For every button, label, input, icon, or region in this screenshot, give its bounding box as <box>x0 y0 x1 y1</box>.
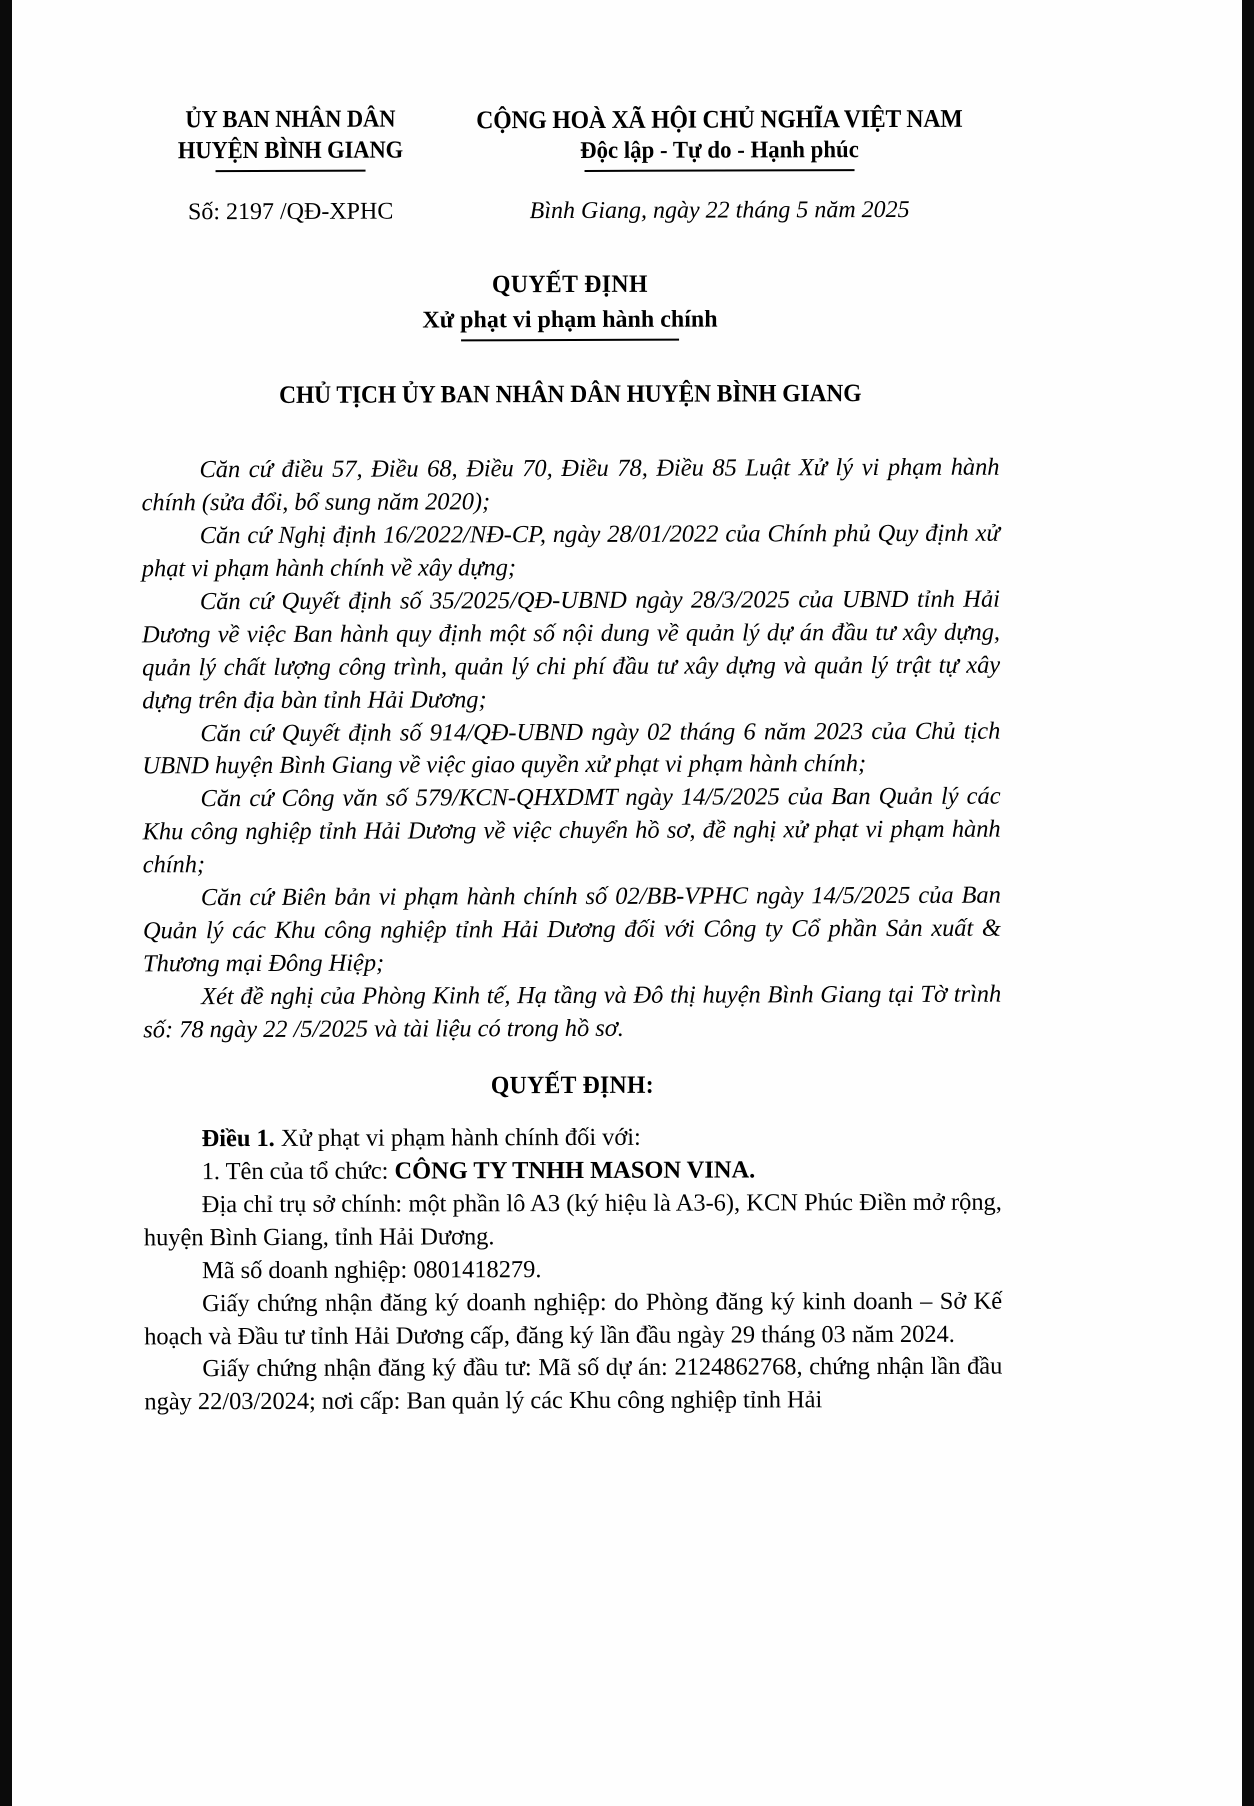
document-title: QUYẾT ĐỊNH <box>491 271 648 299</box>
organization-underline <box>216 169 366 171</box>
nation-line: CỘNG HOÀ XÃ HỘI CHỦ NGHĨA VIỆT NAM <box>476 103 963 135</box>
national-heading <box>440 103 998 173</box>
document-header <box>140 0 999 174</box>
document-content <box>140 0 1002 1420</box>
org-line-2: HUYỆN BÌNH GIANG <box>177 136 404 165</box>
page-edge-left <box>0 0 12 1806</box>
basis-paragraph: Căn cứ Nghị định 16/2022/NĐ-CP, ngày 28/01/2022 của Chính phủ Quy định xử phạt vi phạm hành chính về xây dựng; <box>141 519 1000 583</box>
basis-paragraph: Xét đề nghị của Phòng Kinh tế, Hạ tầng và Đô thị huyện Bình Giang tại Tờ trình số: 78 ngày 22 /5/2025 và tài liệu có trong hồ sơ. <box>143 980 1002 1044</box>
organization-name-line <box>144 1153 1002 1189</box>
investment-registration-certificate: Giấy chứng nhận đăng ký đầu tư: Mã số dự án: 2124862768, chứng nhận lần đầu ngày 22/03/2024; nơi cấp: Ban quản lý các Khu công nghiệp tỉnh Hải <box>144 1353 1003 1416</box>
motto-line: Độc lập - Tự do - Hạnh phúc <box>580 137 859 165</box>
subtitle-underline <box>461 339 679 342</box>
document-number: Số: 2197 /QĐ-XPHC <box>187 198 394 226</box>
organization-name: CÔNG TY TNHH MASON VINA. <box>394 1156 756 1185</box>
basis-paragraph: Căn cứ Quyết định số 914/QĐ-UBND ngày 02 tháng 6 năm 2023 của Chủ tịch UBND huyện Bình Giang về việc giao quyền xử phạt vi phạm hành chính; <box>142 717 1001 780</box>
document-title-block <box>141 268 999 342</box>
business-registration-certificate: Giấy chứng nhận đăng ký doanh nghiệp: do Phòng đăng ký kinh doanh – Sở Kế hoạch và Đầu tư tỉnh Hải Dương cấp, đăng ký lần đầu ngày 29 tháng 03 năm 2024. <box>144 1287 1003 1350</box>
motto-underline <box>585 169 855 172</box>
article-1-lead-text: Xử phạt vi phạm hành chính đối với: <box>274 1123 641 1152</box>
basis-paragraph: Căn cứ Biên bản vi phạm hành chính số 02/BB-VPHC ngày 14/5/2025 của Ban Quản lý các Khu công nghiệp tỉnh Hải Dương đối với Công ty Cổ phần Sản xuất & Thương mại Đông Hiệp; <box>142 881 1001 978</box>
legal-basis-block <box>141 452 1001 1048</box>
organization-tax-code: Mã số doanh nghiệp: 0801418279. <box>201 1255 542 1284</box>
issuing-authority: CHỦ TỊCH ỦY BAN NHÂN DÂN HUYỆN BÌNH GIANG <box>279 380 862 409</box>
decide-heading: QUYẾT ĐỊNH: <box>490 1071 654 1100</box>
place-and-date: Bình Giang, ngày 22 tháng 5 năm 2025 <box>529 197 910 225</box>
basis-paragraph: Căn cứ Công văn số 579/KCN-QHXDMT ngày 14/5/2025 của Ban Quản lý các Khu công nghiệp tỉnh Hải Dương về việc chuyển hồ sơ, đề nghị xử phạt vi phạm hành chính; <box>142 783 1001 879</box>
document-page <box>12 0 1242 1806</box>
organization-address: Địa chỉ trụ sở chính: một phần lô A3 (ký hiệu là A3-6), KCN Phúc Điền mở rộng, huyện Bình Giang, tỉnh Hải Dương. <box>143 1188 1002 1252</box>
article-1-lead <box>144 1121 1002 1157</box>
number-and-date-row <box>141 197 999 227</box>
org-line-1: ỦY BAN NHÂN DÂN <box>185 105 396 134</box>
basis-paragraph: Căn cứ Quyết định số 35/2025/QĐ-UBND ngày 28/3/2025 của UBND tỉnh Hải Dương về việc Ban hành quy định một số nội dung về quản lý dự án đầu tư xây dựng, quản lý chất lượng công trình, quản lý chi phí đầu tư xây dựng và quản lý trật tự xây dựng trên địa bàn tỉnh Hải Dương; <box>141 585 1001 714</box>
issuing-organization <box>140 104 440 172</box>
page-edge-right <box>1242 0 1254 1806</box>
article-1-label: Điều 1. <box>201 1124 275 1153</box>
document-subtitle: Xử phạt vi phạm hành chính <box>422 306 718 334</box>
organization-name-prefix: 1. Tên của tổ chức: <box>201 1157 395 1185</box>
basis-paragraph: Căn cứ điều 57, Điều 68, Điều 70, Điều 78, Điều 85 Luật Xử lý vi phạm hành chính (sửa đổi, bổ sung năm 2020); <box>141 453 1000 517</box>
